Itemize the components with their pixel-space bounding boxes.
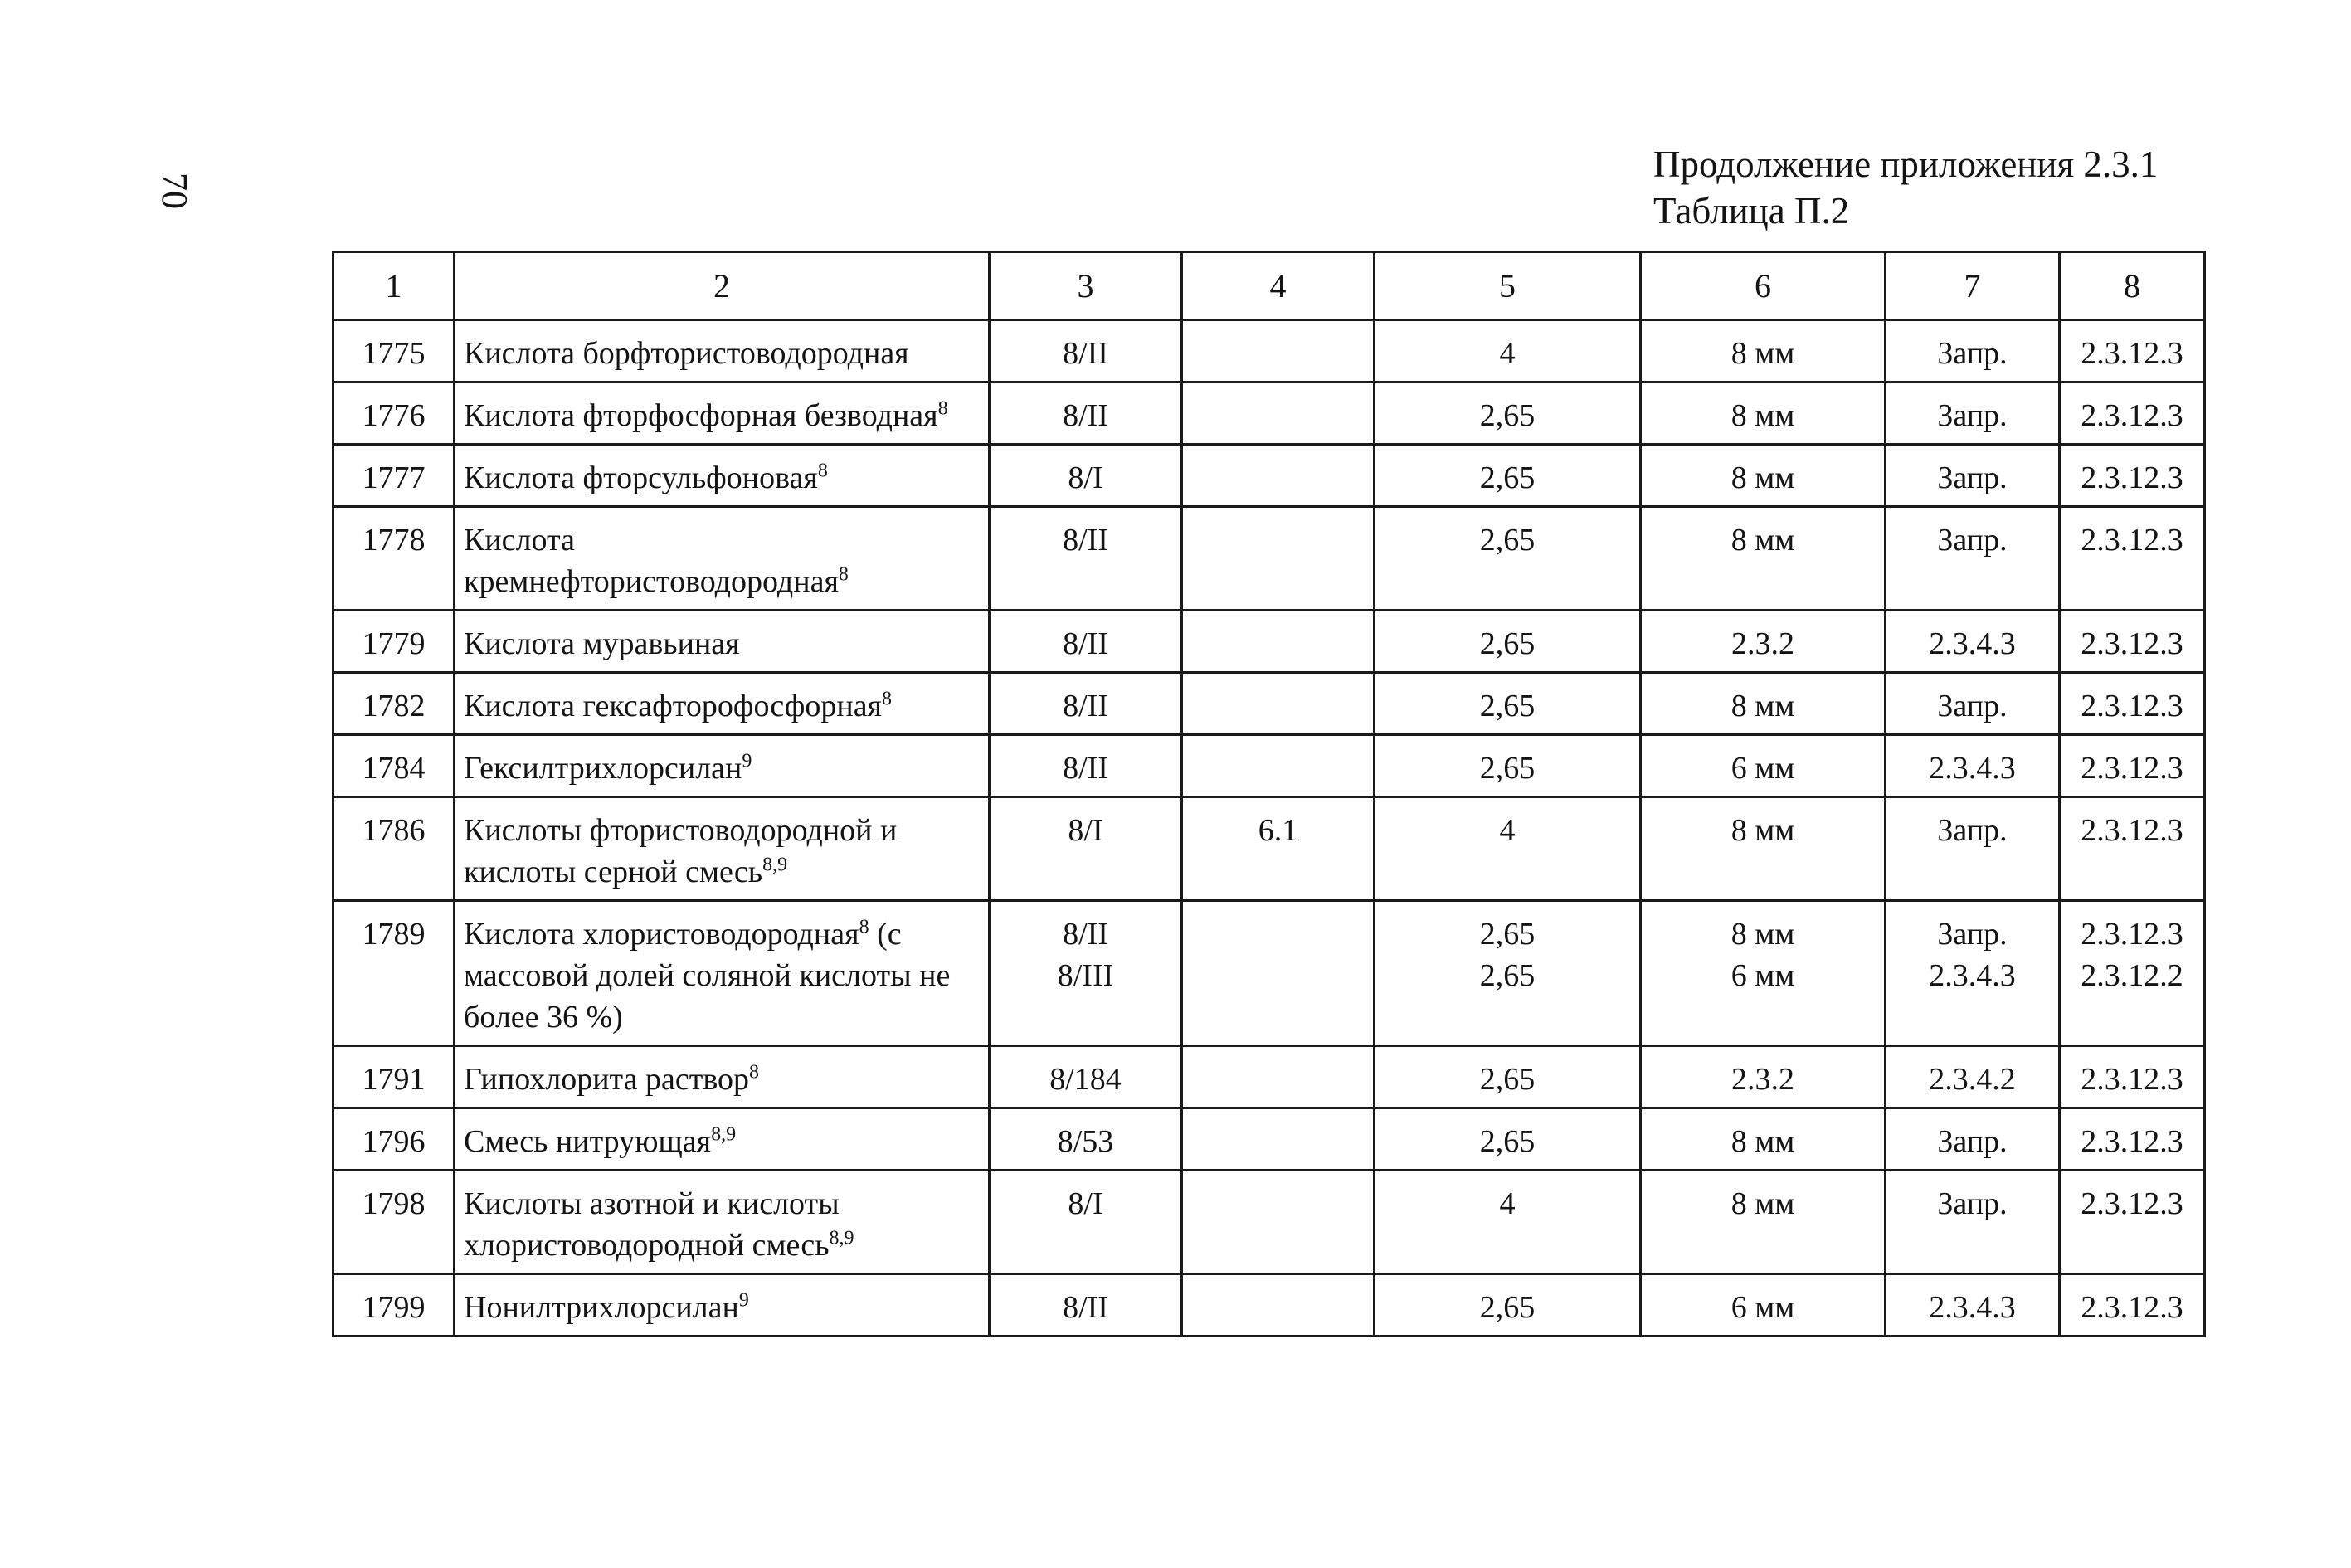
cell-col3-value: 8/II [1063, 523, 1108, 558]
substance-name-text: хлористоводородной смесь [464, 1228, 830, 1263]
cell-col8-value: 2.3.12.3 [2081, 626, 2183, 661]
cell-col3-value: 8/II [1063, 1290, 1108, 1325]
cell-col3-value: 8/53 [1057, 1124, 1114, 1159]
cell-col6-value: 8 мм [1730, 336, 1795, 371]
substance-name-text: Кислота хлористоводородная [464, 917, 859, 952]
cell-col8-value: 2.3.12.3 [2081, 336, 2183, 371]
column-header-6: 6 [1641, 252, 1886, 320]
cell-col5 [1375, 735, 1641, 797]
cell-col8 [2060, 901, 2205, 1046]
cell-col6 [1641, 507, 1886, 611]
cell-col3 [990, 797, 1182, 901]
cell-col8 [2060, 673, 2205, 735]
cell-col7-value: Запр. [1937, 398, 2008, 433]
substance-name-line [464, 623, 980, 665]
footnote-reference: 9 [742, 750, 752, 772]
cell-col3-value: 8/II [1063, 626, 1108, 661]
substance-name-line [464, 395, 980, 436]
column-header-8: 8 [2060, 252, 2205, 320]
cell-col6-value: 8 мм [1730, 1186, 1795, 1221]
cell-col8 [2060, 507, 2205, 611]
cell-substance-name [455, 1171, 990, 1274]
substance-name-line [464, 519, 980, 561]
cell-col3 [990, 735, 1182, 797]
cell-col7 [1886, 611, 2060, 673]
cell-number: 1789 [333, 901, 455, 1046]
cell-col8-value: 2.3.12.3 [2081, 1062, 2183, 1097]
cell-col3 [990, 445, 1182, 507]
cell-col6 [1641, 673, 1886, 735]
table-header-row [333, 252, 2205, 320]
table-row [333, 1274, 2205, 1337]
substance-name-text: Смесь нитрующая [464, 1124, 712, 1159]
cell-col5 [1375, 1046, 1641, 1108]
column-header-7: 7 [1886, 252, 2060, 320]
substance-name-line [464, 747, 980, 789]
substances-table [332, 251, 2206, 1337]
cell-substance-name [455, 735, 990, 797]
footnote-reference: 8,9 [829, 1227, 854, 1249]
cell-number: 1782 [333, 673, 455, 735]
cell-col3-value: 8/I [1068, 1186, 1103, 1221]
cell-col7-value: Запр. [1937, 689, 2008, 723]
cell-number: 1779 [333, 611, 455, 673]
table-row [333, 1108, 2205, 1171]
cell-col5-value: 4 [1499, 813, 1516, 848]
cell-col7-value: Запр. [1937, 917, 2008, 952]
substance-name-line [464, 851, 980, 893]
cell-col6-value: 6 мм [1730, 958, 1795, 993]
cell-col6 [1641, 1108, 1886, 1171]
cell-col5-value: 2,65 [1479, 460, 1536, 495]
cell-col8-value: 2.3.12.3 [2081, 1186, 2183, 1221]
cell-col6-value: 8 мм [1730, 813, 1795, 848]
cell-col3 [990, 611, 1182, 673]
cell-col4 [1182, 611, 1375, 673]
footnote-reference: 8,9 [762, 854, 788, 876]
cell-col5-value: 2,65 [1479, 751, 1536, 786]
cell-col5 [1375, 901, 1641, 1046]
table-caption: Таблица П.2 [1653, 190, 1850, 231]
appendix-continuation-label: Продолжение приложения 2.3.1 [1653, 144, 2159, 185]
footnote-reference: 9 [738, 1289, 749, 1312]
cell-col7-value: Запр. [1937, 523, 2008, 558]
substance-name-text: Гексилтрихлорсилан [464, 751, 742, 786]
substance-name-line [464, 913, 980, 955]
substance-name-line [464, 1183, 980, 1225]
table-row [333, 797, 2205, 901]
substance-name-line [464, 1225, 980, 1266]
cell-col5 [1375, 320, 1641, 382]
cell-col8-value: 2.3.12.3 [2081, 689, 2183, 723]
cell-col6 [1641, 1274, 1886, 1337]
cell-substance-name [455, 1274, 990, 1337]
column-header-4: 4 [1182, 252, 1375, 320]
cell-col6-value: 8 мм [1730, 460, 1795, 495]
cell-col8-value: 2.3.12.3 [2081, 1124, 2183, 1159]
cell-col7-value: Запр. [1937, 1124, 2008, 1159]
cell-col4 [1182, 797, 1375, 901]
cell-col5 [1375, 611, 1641, 673]
cell-col8-value: 2.3.12.3 [2081, 813, 2183, 848]
cell-col7 [1886, 1274, 2060, 1337]
cell-col4 [1182, 1274, 1375, 1337]
cell-col7-value: 2.3.4.3 [1929, 751, 2016, 786]
cell-col6 [1641, 1046, 1886, 1108]
cell-col6 [1641, 797, 1886, 901]
substance-name-line [464, 685, 980, 727]
cell-col7-value: Запр. [1937, 460, 2008, 495]
substance-name-text: Нонилтрихлорсилан [464, 1290, 739, 1325]
substance-name-line [464, 333, 980, 374]
cell-col6 [1641, 1171, 1886, 1274]
cell-col7-value: Запр. [1937, 1186, 2008, 1221]
cell-col5-value: 4 [1499, 336, 1516, 371]
table-body [333, 320, 2205, 1337]
table-row [333, 673, 2205, 735]
cell-col8 [2060, 735, 2205, 797]
substance-name-text: кремнефтористоводородная [464, 564, 839, 599]
cell-number: 1775 [333, 320, 455, 382]
cell-col6-value: 8 мм [1730, 917, 1795, 952]
cell-col3 [990, 507, 1182, 611]
cell-col6-value: 6 мм [1730, 751, 1795, 786]
table-row [333, 445, 2205, 507]
cell-col5-value: 2,65 [1479, 1290, 1536, 1325]
cell-col8-value: 2.3.12.3 [2081, 398, 2183, 433]
table-row [333, 382, 2205, 445]
cell-number: 1796 [333, 1108, 455, 1171]
cell-col3 [990, 320, 1182, 382]
cell-col5-value: 2,65 [1479, 1124, 1536, 1159]
cell-col6 [1641, 901, 1886, 1046]
cell-col5-value: 2,65 [1479, 398, 1536, 433]
cell-col8-value: 2.3.12.3 [2081, 917, 2183, 952]
cell-col8 [2060, 445, 2205, 507]
cell-col3-value: 8/II [1063, 917, 1108, 952]
cell-col4 [1182, 445, 1375, 507]
cell-col8-value: 2.3.12.3 [2081, 1290, 2183, 1325]
column-header-3: 3 [990, 252, 1182, 320]
cell-number: 1778 [333, 507, 455, 611]
cell-col4 [1182, 1171, 1375, 1274]
cell-col4 [1182, 901, 1375, 1046]
cell-col3-value: 8/I [1068, 813, 1103, 848]
cell-col5-value: 2,65 [1479, 689, 1536, 723]
footnote-reference: 8 [937, 397, 948, 420]
cell-col5-value: 2,65 [1479, 958, 1536, 993]
substance-name-line [464, 1287, 980, 1328]
cell-col8-value: 2.3.12.2 [2081, 958, 2183, 993]
substance-name-text: Кислота фторфосфорная безводная [464, 398, 938, 433]
substance-name-text: Кислота гексафторофосфорная [464, 689, 883, 723]
cell-col6-value: 8 мм [1730, 689, 1795, 723]
table-row [333, 735, 2205, 797]
cell-col7 [1886, 901, 2060, 1046]
cell-col4 [1182, 507, 1375, 611]
cell-col8 [2060, 1108, 2205, 1171]
cell-number: 1786 [333, 797, 455, 901]
cell-col5-value: 4 [1499, 1186, 1516, 1221]
cell-col8 [2060, 1171, 2205, 1274]
cell-col5 [1375, 797, 1641, 901]
cell-col6 [1641, 735, 1886, 797]
cell-col3 [990, 1046, 1182, 1108]
cell-col5 [1375, 382, 1641, 445]
cell-col3-value: 8/II [1063, 336, 1108, 371]
cell-substance-name [455, 445, 990, 507]
cell-col4-value: 6.1 [1258, 813, 1298, 848]
cell-col6-value: 2.3.2 [1731, 1062, 1794, 1097]
substance-name-text: Гипохлорита раствор [464, 1062, 750, 1097]
substance-name-line [464, 561, 980, 602]
cell-substance-name [455, 507, 990, 611]
cell-col8 [2060, 1046, 2205, 1108]
cell-col6-value: 8 мм [1730, 398, 1795, 433]
substance-name-tail: (с [869, 917, 902, 952]
cell-number: 1798 [333, 1171, 455, 1274]
cell-col7-value: 2.3.4.2 [1929, 1062, 2016, 1097]
cell-col8 [2060, 320, 2205, 382]
cell-number: 1799 [333, 1274, 455, 1337]
cell-col7 [1886, 507, 2060, 611]
cell-col6 [1641, 382, 1886, 445]
substance-name-text: Кислота [464, 523, 575, 558]
cell-col7 [1886, 320, 2060, 382]
cell-col7 [1886, 1046, 2060, 1108]
cell-col7 [1886, 382, 2060, 445]
cell-col3-value: 8/III [1057, 958, 1114, 993]
cell-substance-name [455, 382, 990, 445]
cell-col8-value: 2.3.12.3 [2081, 460, 2183, 495]
cell-number: 1776 [333, 382, 455, 445]
footnote-reference: 8 [838, 563, 849, 586]
cell-col7 [1886, 735, 2060, 797]
cell-col8 [2060, 382, 2205, 445]
cell-col3-value: 8/II [1063, 751, 1108, 786]
cell-col8 [2060, 1274, 2205, 1337]
cell-col3-value: 8/I [1068, 460, 1103, 495]
cell-col7 [1886, 797, 2060, 901]
cell-col6 [1641, 611, 1886, 673]
cell-col3-value: 8/II [1063, 689, 1108, 723]
cell-col5-value: 2,65 [1479, 917, 1536, 952]
footnote-reference: 8 [749, 1061, 760, 1083]
table-row [333, 1171, 2205, 1274]
cell-col3-value: 8/II [1063, 398, 1108, 433]
cell-col6-value: 2.3.2 [1731, 626, 1794, 661]
cell-col6-value: 8 мм [1730, 523, 1795, 558]
cell-col5 [1375, 1171, 1641, 1274]
cell-col6 [1641, 320, 1886, 382]
cell-substance-name [455, 320, 990, 382]
cell-col4 [1182, 1108, 1375, 1171]
substance-name-line [464, 996, 980, 1038]
cell-col8-value: 2.3.12.3 [2081, 751, 2183, 786]
cell-col7 [1886, 673, 2060, 735]
cell-col3 [990, 1108, 1182, 1171]
cell-substance-name [455, 1108, 990, 1171]
substance-name-line [464, 1059, 980, 1100]
cell-col8 [2060, 797, 2205, 901]
cell-col5-value: 2,65 [1479, 1062, 1536, 1097]
cell-col7 [1886, 445, 2060, 507]
footnote-reference: 8 [859, 916, 869, 938]
cell-col5 [1375, 507, 1641, 611]
cell-col3 [990, 1171, 1182, 1274]
column-header-5: 5 [1375, 252, 1641, 320]
cell-col7-value: 2.3.4.3 [1929, 958, 2016, 993]
table-row [333, 507, 2205, 611]
substance-name-text: Кислота фторсульфоновая [464, 460, 818, 495]
substance-name-line [464, 955, 980, 996]
page-number: 70 [154, 173, 195, 209]
cell-col3-value: 8/184 [1049, 1062, 1122, 1097]
substance-name-text: Кислота муравьиная [464, 626, 740, 661]
cell-col6 [1641, 445, 1886, 507]
cell-substance-name [455, 611, 990, 673]
cell-col5 [1375, 673, 1641, 735]
cell-col8 [2060, 611, 2205, 673]
table-row [333, 611, 2205, 673]
table-row [333, 1046, 2205, 1108]
cell-col5 [1375, 445, 1641, 507]
cell-col7 [1886, 1108, 2060, 1171]
cell-substance-name [455, 1046, 990, 1108]
cell-col3 [990, 901, 1182, 1046]
cell-col6-value: 8 мм [1730, 1124, 1795, 1159]
footnote-reference: 8,9 [711, 1123, 737, 1146]
cell-number: 1791 [333, 1046, 455, 1108]
cell-col4 [1182, 1046, 1375, 1108]
cell-col3 [990, 673, 1182, 735]
table-row [333, 320, 2205, 382]
cell-col3 [990, 1274, 1182, 1337]
cell-col6-value: 6 мм [1730, 1290, 1795, 1325]
cell-col7-value: 2.3.4.3 [1929, 626, 2016, 661]
cell-col4 [1182, 382, 1375, 445]
footnote-reference: 8 [882, 688, 893, 710]
table-heading [1653, 141, 2158, 234]
table-row [333, 901, 2205, 1046]
cell-col4 [1182, 735, 1375, 797]
cell-col5-value: 2,65 [1479, 626, 1536, 661]
column-header-1: 1 [333, 252, 455, 320]
substance-name-line [464, 457, 980, 499]
cell-substance-name [455, 901, 990, 1046]
footnote-reference: 8 [817, 460, 828, 482]
cell-col3 [990, 382, 1182, 445]
substance-name-text: кислоты серной смесь [464, 855, 763, 889]
cell-number: 1784 [333, 735, 455, 797]
cell-col8-value: 2.3.12.3 [2081, 523, 2183, 558]
cell-col7-value: Запр. [1937, 813, 2008, 848]
substance-name-text: массовой долей соляной кислоты не [464, 958, 951, 993]
cell-col5-value: 2,65 [1479, 523, 1536, 558]
cell-substance-name [455, 797, 990, 901]
cell-col4 [1182, 320, 1375, 382]
substance-name-text: Кислоты фтористоводородной и [464, 813, 898, 848]
cell-col7 [1886, 1171, 2060, 1274]
substance-name-text: Кислоты азотной и кислоты [464, 1186, 840, 1221]
substance-name-text: Кислота борфтористоводородная [464, 336, 909, 371]
cell-col7-value: Запр. [1937, 336, 2008, 371]
substance-name-line [464, 810, 980, 851]
cell-col5 [1375, 1274, 1641, 1337]
substance-name-line [464, 1121, 980, 1162]
cell-substance-name [455, 673, 990, 735]
cell-number: 1777 [333, 445, 455, 507]
column-header-2: 2 [455, 252, 990, 320]
cell-col7-value: 2.3.4.3 [1929, 1290, 2016, 1325]
cell-col4 [1182, 673, 1375, 735]
substance-name-text: более 36 %) [464, 1000, 623, 1035]
cell-col5 [1375, 1108, 1641, 1171]
